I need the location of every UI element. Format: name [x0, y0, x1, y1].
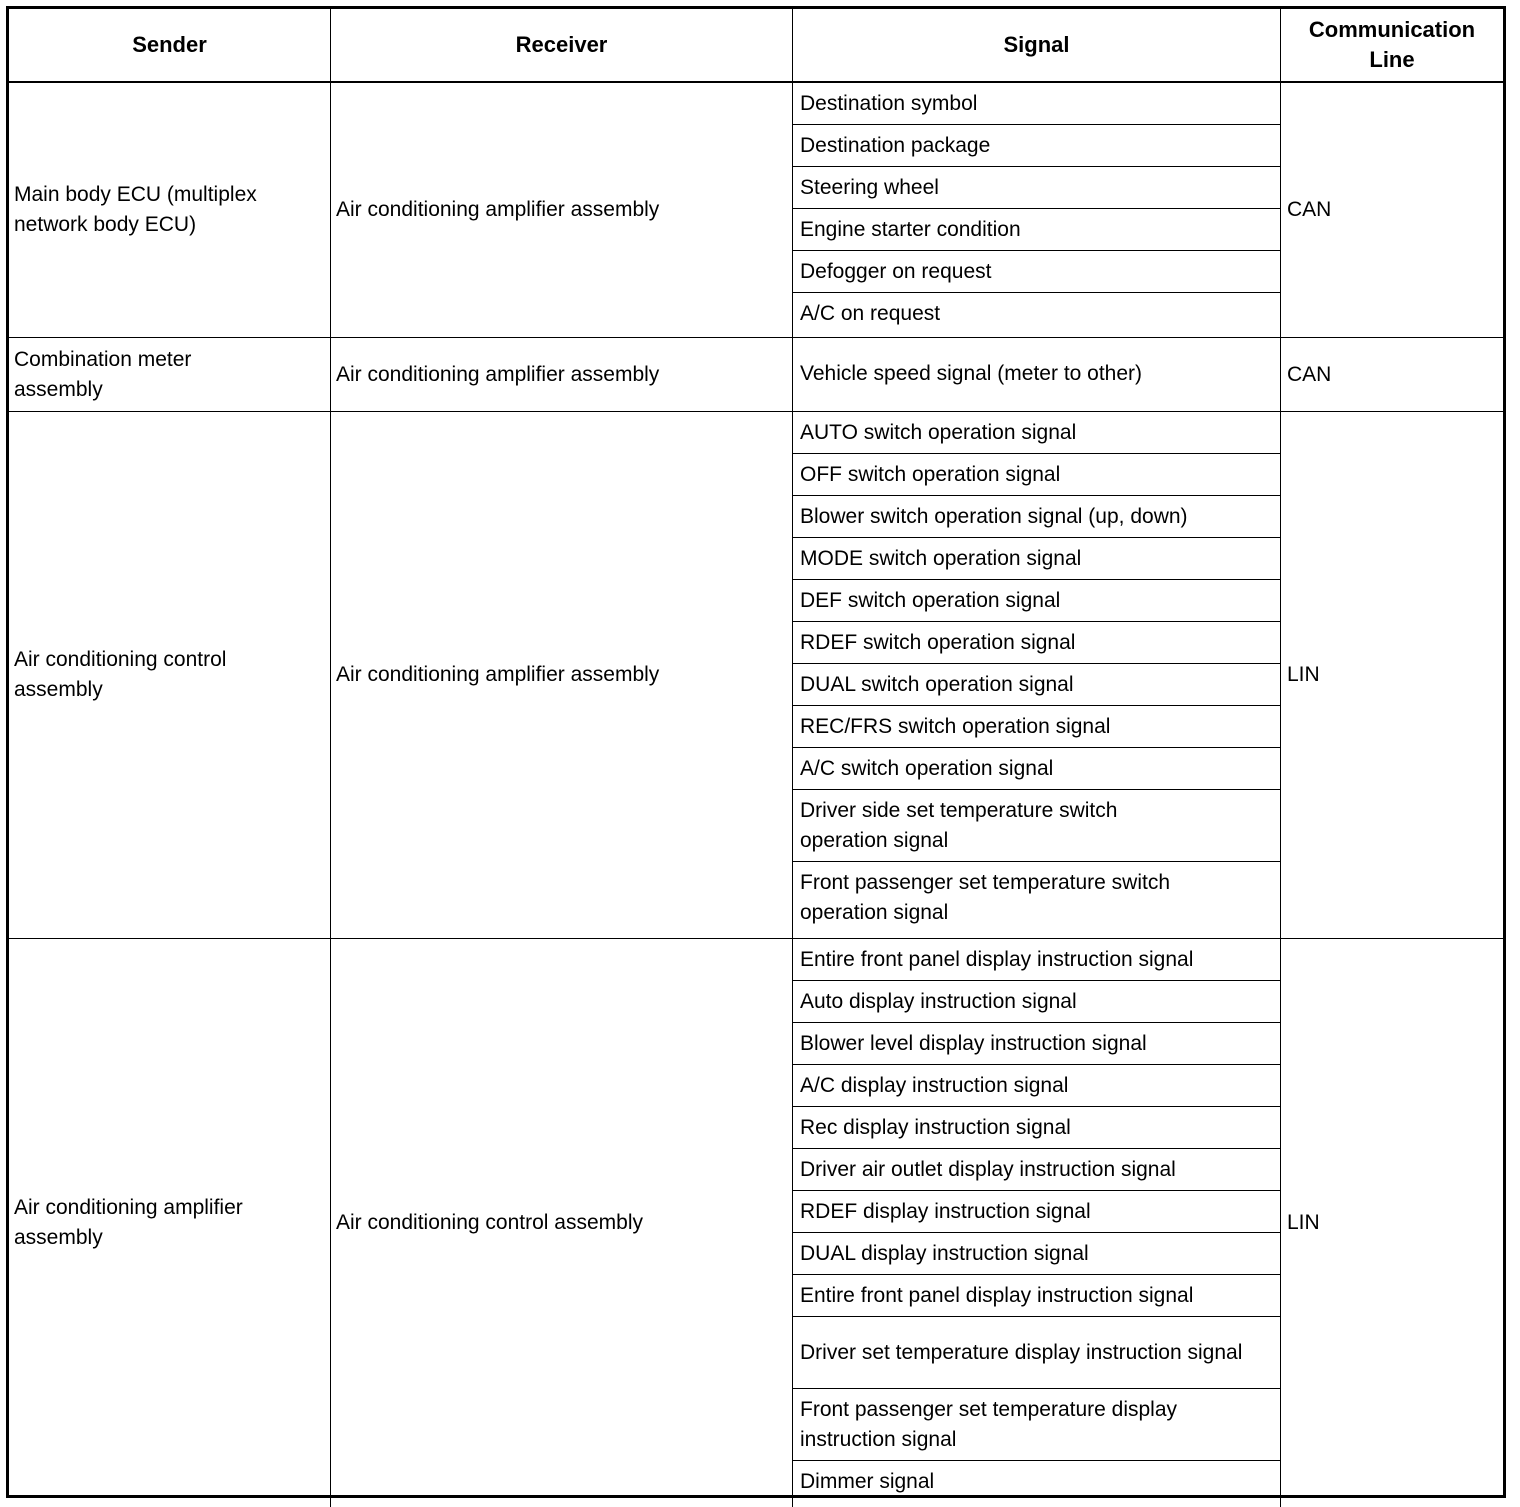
signal-item: Vehicle speed signal (meter to other) [800, 362, 1143, 385]
line-cell: CAN [1287, 362, 1332, 386]
signal-item: REC/FRS switch operation signal [793, 706, 1280, 748]
group-row [9, 412, 1503, 939]
signal-item: Entire front panel display instruction signal [793, 1275, 1280, 1317]
signal-item: AUTO switch operation signal [793, 412, 1280, 454]
signal-item: Destination package [793, 125, 1280, 167]
signal-list [793, 939, 1281, 1507]
signal-item: Defogger on request [793, 251, 1280, 293]
signal-item: Steering wheel [793, 167, 1280, 209]
sender-cell: Air conditioning control assembly [9, 412, 331, 938]
group-row [9, 83, 1503, 338]
header-signal: Signal [793, 9, 1281, 81]
signal-item: Destination symbol [793, 83, 1280, 125]
header-row [9, 9, 1503, 83]
signal-item: Entire front panel display instruction signal [793, 939, 1280, 981]
line-cell: CAN [1287, 198, 1332, 221]
sender-cell: Combination meter assembly [9, 338, 331, 411]
signal-item: DUAL display instruction signal [793, 1233, 1280, 1275]
signal-item: Driver side set temperature switch operation signal [793, 790, 1280, 862]
signal-item: A/C display instruction signal [793, 1065, 1280, 1107]
sender-cell: Air conditioning amplifier assembly [9, 939, 331, 1507]
signal-item: MODE switch operation signal [793, 538, 1280, 580]
receiver-cell: Air conditioning amplifier assembly [331, 412, 793, 938]
receiver-cell: Air conditioning control assembly [331, 939, 793, 1507]
receiver-cell: Air conditioning amplifier assembly [331, 338, 793, 411]
signal-table [6, 6, 1506, 1498]
signal-item: Auto display instruction signal [793, 981, 1280, 1023]
signal-item: Engine starter condition [793, 209, 1280, 251]
signal-item: Blower switch operation signal (up, down) [793, 496, 1280, 538]
header-sender: Sender [9, 9, 331, 81]
line-cell: LIN [1287, 1211, 1320, 1234]
signal-item: Blower level display instruction signal [793, 1023, 1280, 1065]
signal-item: Front passenger set temperature switch operation signal [800, 871, 1171, 924]
sender-cell: Main body ECU (multiplex network body ECU) [9, 83, 331, 337]
signal-item: DUAL switch operation signal [793, 664, 1280, 706]
signal-item: RDEF display instruction signal [793, 1191, 1280, 1233]
signal-list [793, 412, 1281, 938]
signal-item: A/C switch operation signal [793, 748, 1280, 790]
signal-item: Driver air outlet display instruction signal [793, 1149, 1280, 1191]
signal-list [793, 338, 1281, 411]
signal-item: Rec display instruction signal [793, 1107, 1280, 1149]
signal-item: OFF switch operation signal [793, 454, 1280, 496]
line-cell: LIN [1287, 663, 1320, 686]
signal-item: Dimmer signal [800, 1470, 935, 1493]
signal-item: Front passenger set temperature display instruction signal [793, 1389, 1280, 1461]
signal-item: DEF switch operation signal [793, 580, 1280, 622]
group-row [9, 939, 1503, 1507]
signal-item: Driver set temperature display instruction signal [793, 1317, 1280, 1389]
signal-item: RDEF switch operation signal [793, 622, 1280, 664]
signal-list [793, 83, 1281, 337]
signal-item: A/C on request [800, 302, 941, 325]
group-row [9, 338, 1503, 412]
header-receiver: Receiver [331, 9, 793, 81]
receiver-cell: Air conditioning amplifier assembly [331, 83, 793, 337]
header-line: Communication Line [1308, 17, 1476, 72]
